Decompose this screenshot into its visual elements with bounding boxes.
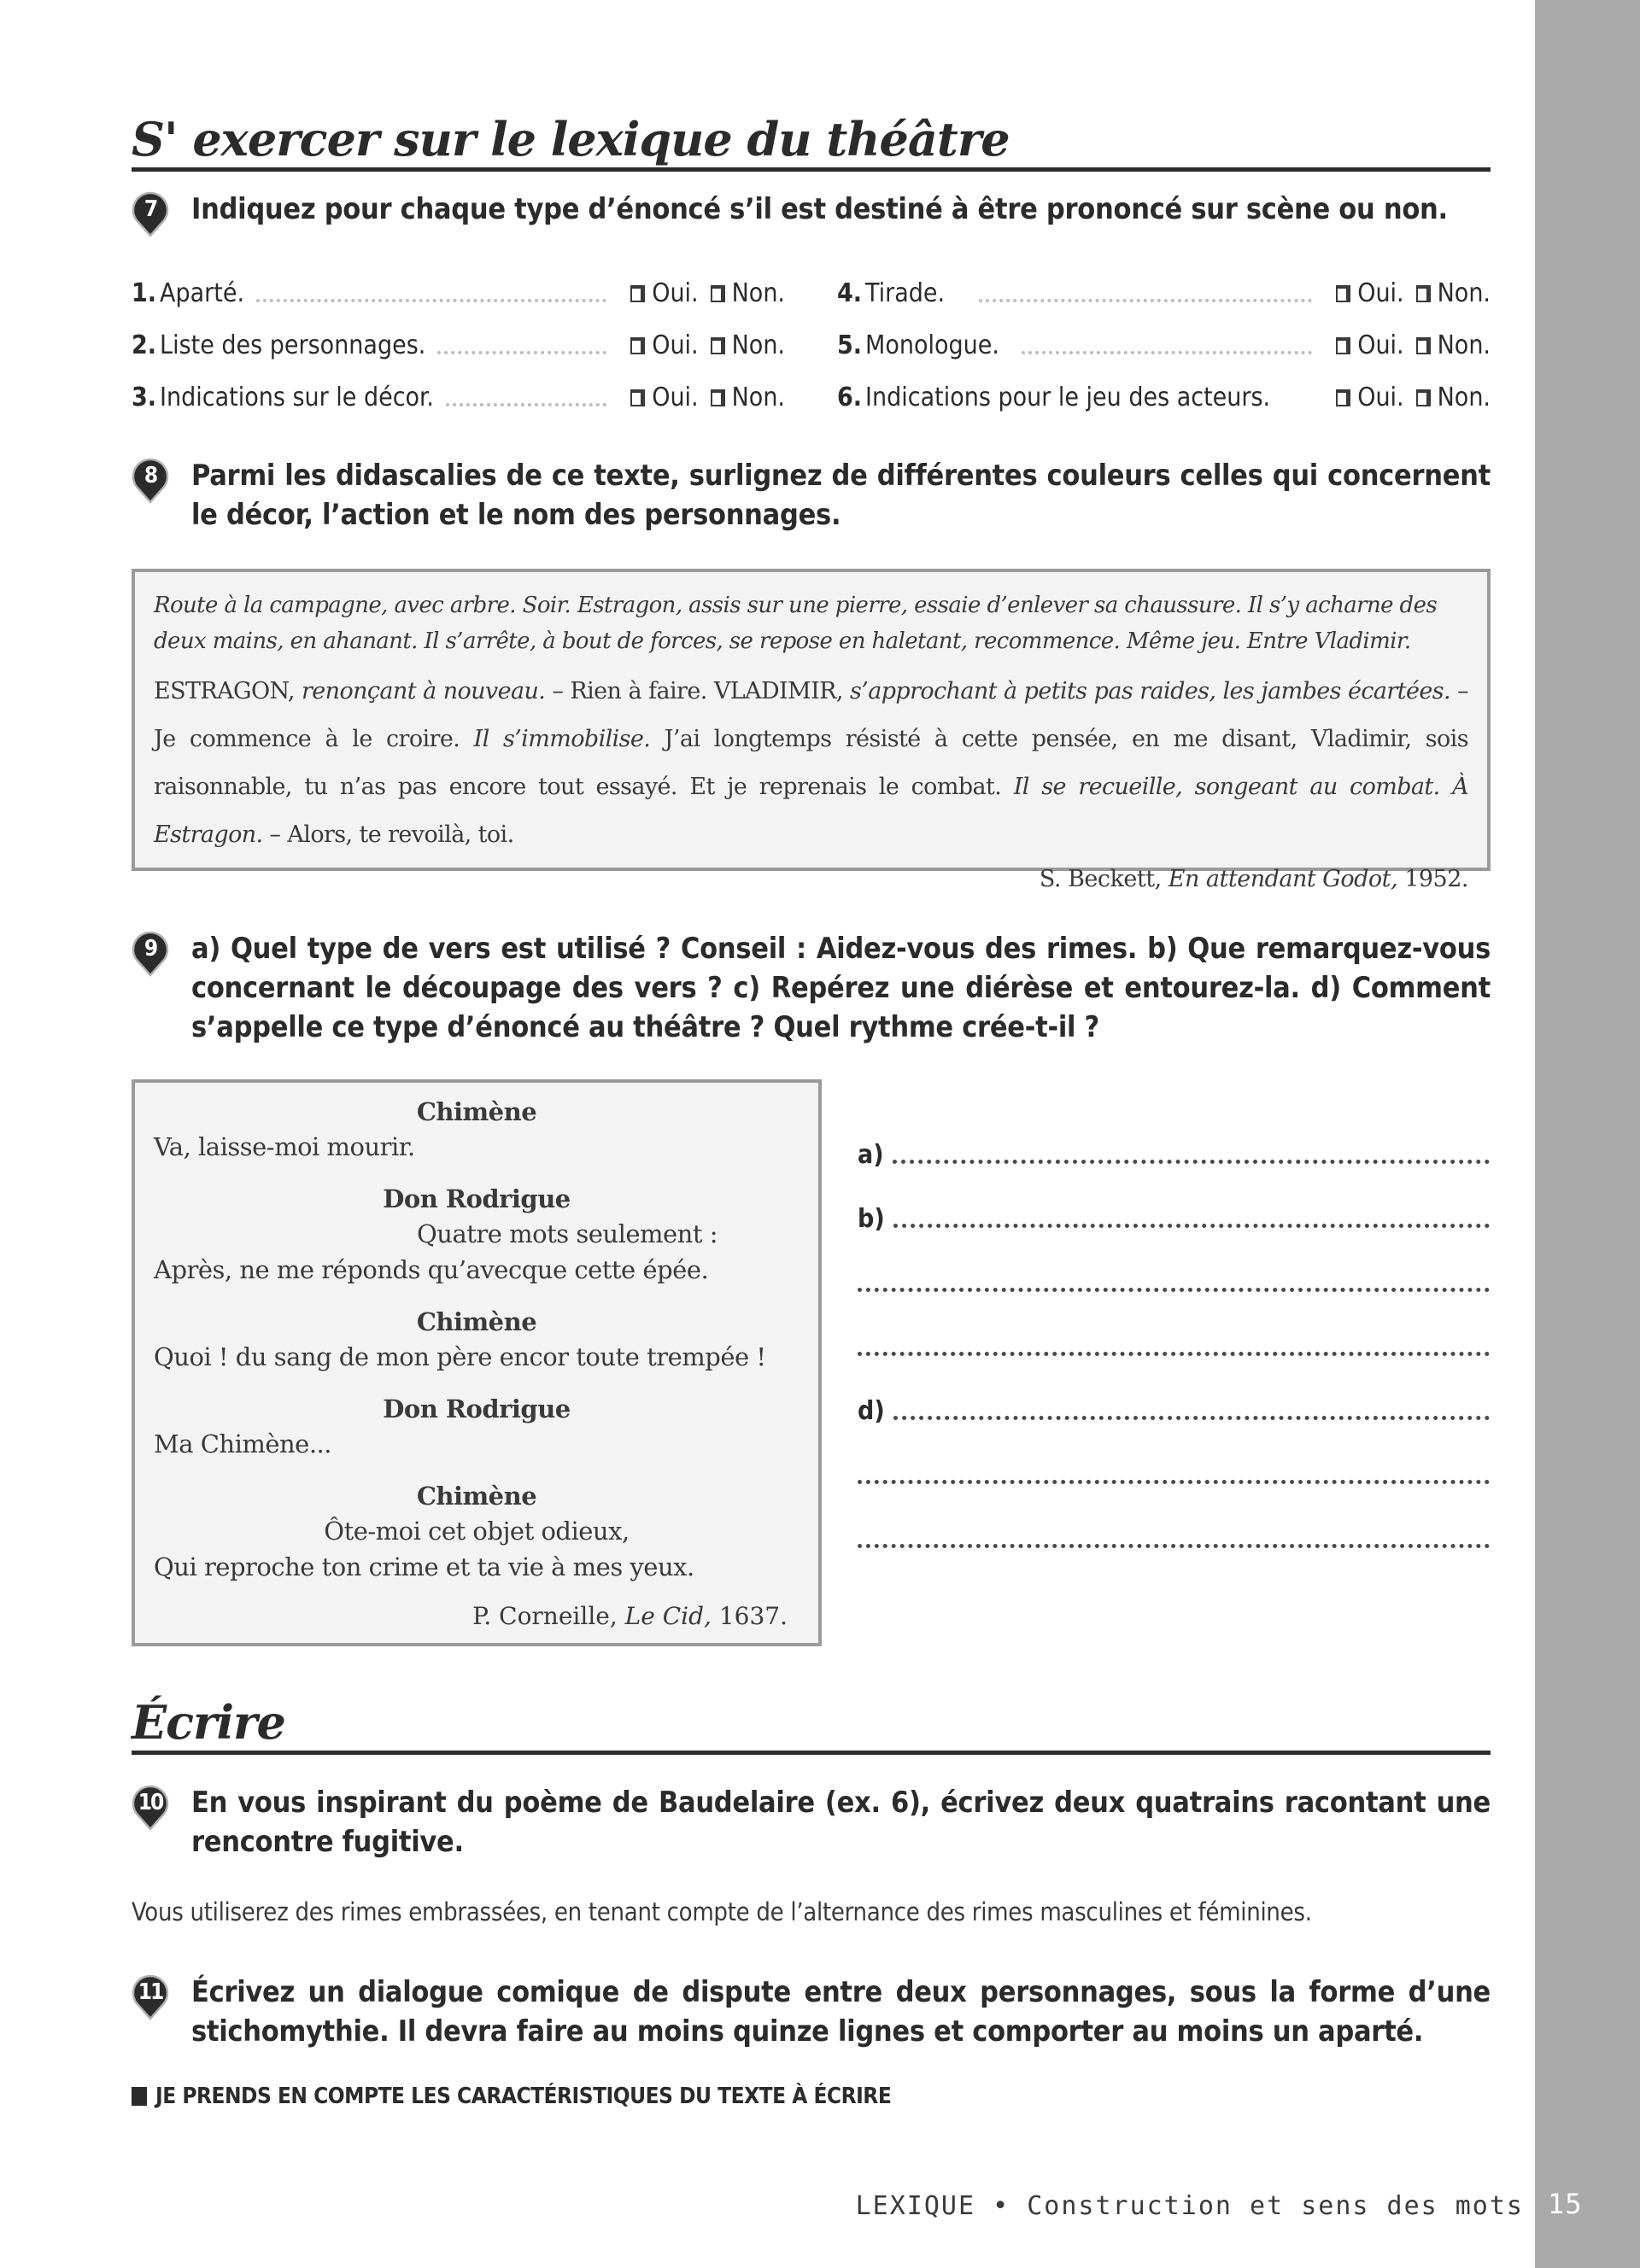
square-bullet-icon [132,2087,147,2106]
verse-line: Quoi ! du sang de mon père encor toute trempée ! [154,1342,766,1371]
choice-oui[interactable]: Oui. [630,330,698,360]
ex7-item [132,383,785,412]
item-number: 6. [837,383,863,412]
speaker-name: Chimène [416,1307,537,1336]
answer-line[interactable] [858,1299,1490,1363]
dotted-leader [979,299,1312,302]
item-number: 2. [132,330,157,360]
verse-line: Quatre mots seulement : [417,1219,718,1248]
choice-oui[interactable]: Oui. [630,383,698,412]
checkbox-icon[interactable] [630,285,645,302]
verse-line: Après, ne me réponds qu’avecque cette épée. [154,1255,709,1284]
checkbox-icon[interactable] [1416,337,1431,354]
choice-non[interactable]: Non. [711,383,785,412]
dotted-leader [1022,351,1312,354]
checkbox-icon[interactable] [711,337,725,354]
stage-direction: Il s’immobilise. [473,726,651,752]
footer-section-label: LEXIQUE • Construction et sens des mots [855,2191,1524,2221]
ex7-item [837,330,1491,360]
section-title-lexique: S' exercer sur le lexique du théâtre [132,116,1491,172]
dotted-answer-field[interactable] [893,1160,1490,1164]
checkbox-icon[interactable] [711,389,725,406]
speaker-name: Don Rodrigue [383,1394,571,1423]
side-margin-strip [1535,0,1640,2268]
answer-line-b[interactable]: b) [858,1171,1490,1235]
exercise-7 [132,190,1491,229]
answer-line[interactable] [858,1235,1490,1299]
speaker-name: Chimène [416,1097,537,1126]
speaker-name: Don Rodrigue [383,1184,571,1213]
dotted-leader [437,351,606,354]
dotted-answer-field[interactable] [858,1352,1490,1356]
item-number: 5. [837,330,863,360]
verse-line: Va, laisse-moi mourir. [154,1132,415,1161]
verse-line: Ôte-moi cet objet odieux, [324,1517,630,1546]
exercise-instruction: Parmi les didascalies de ce texte, surlignez de différentes couleurs celles qui concernent le décor, l’action et le nom des personnages. [191,459,1491,532]
badge-number: 7 [144,196,157,222]
checkbox-icon[interactable] [630,389,645,406]
choice-oui[interactable]: Oui. [1336,330,1403,360]
exercise-number-badge [132,931,169,977]
exercise-8 [132,456,1491,535]
badge-number: 9 [144,936,157,962]
text-segment: – Rien à faire. VLADIMIR, [545,678,851,704]
dotted-answer-field[interactable] [858,1288,1490,1292]
answer-line[interactable] [858,1427,1490,1491]
exercise-instruction: Écrivez un dialogue comique de dispute entre deux personnages, sous la forme d’une stichomythie. Il devra faire au moins quinze lignes et comporter au moins un aparté. [191,1975,1491,2049]
checkbox-icon[interactable] [1336,337,1350,354]
checkbox-icon[interactable] [1416,285,1431,302]
exercise-7-items [132,267,1491,424]
choice-oui[interactable]: Oui. [1336,278,1403,308]
text-segment: – Je commence à le croire. [154,678,1468,752]
checkbox-icon[interactable] [1336,285,1350,302]
item-label: Aparté. [160,278,245,308]
page-number: 15 [1548,2188,1583,2220]
verse-line: Qui reproche ton crime et ta vie à mes yeux. [154,1552,694,1581]
item-number: 3. [132,383,157,412]
checkbox-icon[interactable] [1416,389,1431,406]
exercise-number-badge [132,458,169,504]
source-citation: S. Beckett, En attendant Godot, 1952. [1039,866,1468,892]
answer-line-d[interactable]: d) [858,1363,1490,1427]
ex7-item [132,278,785,308]
item-label: Indications sur le décor. [160,383,434,412]
verse-line: Ma Chimène... [154,1429,331,1458]
choice-oui[interactable]: Oui. [630,278,698,308]
choice-non[interactable]: Non. [711,278,785,308]
dotted-answer-field[interactable] [858,1480,1490,1484]
badge-number: 8 [144,463,157,488]
dotted-leader [446,403,606,406]
text-segment: – Alors, te revoilà, toi. [262,821,514,848]
item-label: Monologue. [865,330,999,360]
checkbox-icon[interactable] [630,337,645,354]
exercise-number-badge [132,1974,169,2020]
dotted-answer-field[interactable] [858,1544,1490,1548]
checkbox-icon[interactable] [1336,389,1350,406]
exercise-instruction: a) Quel type de vers est utilisé ? Conseil : Aidez-vous des rimes. b) Que remarquez-vous concernant le découpage des vers ? c) Repérez une diérèse et entourez-la. d) Comment s’appelle ce type d’énoncé au théâtre ? Quel rythme crée-t-il ? [191,932,1491,1044]
exercise-10 [132,1783,1491,1862]
exercise-number-badge [132,1785,169,1831]
source-citation: P. Corneille, Le Cid, 1637. [472,1602,788,1630]
badge-number: 10 [138,1790,163,1815]
badge-number: 11 [138,1979,163,2005]
exercise-9 [132,929,1491,1047]
item-label: Tirade. [865,278,946,308]
corneille-excerpt-box [132,1079,822,1646]
ex7-item [132,330,785,360]
section-title-ecrire: Écrire [132,1699,1491,1755]
beckett-excerpt-box [132,569,1491,892]
text-segment: J’ai longtemps résisté à cette pensée, en me disant, Vladimir, sois raisonnable, tu n’as pas encore tout essayé. Et je reprenais le combat. [154,726,1468,800]
ex7-item [837,278,1491,308]
dialogue-paragraph [154,668,1468,859]
exercise-instruction: En vous inspirant du poème de Baudelaire (ex. 6), écrivez deux quatrains racontant une rencontre fugitive. [191,1786,1491,1859]
answer-lines [858,1107,1490,1555]
exercise-11 [132,1973,1491,2051]
exercise-10-hint: Vous utiliserez des rimes embrassées, en tenant compte de l’alternance des rimes masculines et féminines. [132,1897,1312,1926]
ex7-item [837,383,1491,412]
choice-non[interactable]: Non. [1416,383,1491,412]
dotted-answer-field[interactable] [893,1224,1490,1228]
choice-non[interactable]: Non. [1416,330,1491,360]
item-number: 1. [132,278,157,308]
checkbox-icon[interactable] [711,285,725,302]
stage-direction: Il se recueille, songeant au combat. À Estragon. [154,774,1468,848]
answer-line-a[interactable]: a) [858,1107,1490,1171]
dotted-answer-field[interactable] [893,1416,1490,1420]
choice-oui[interactable]: Oui. [1336,383,1403,412]
item-label: Indications pour le jeu des acteurs. [865,383,1271,412]
item-number: 4. [837,278,863,308]
speaker-name: Chimène [416,1482,537,1511]
exercise-instruction: Indiquez pour chaque type d’énoncé s’il est destiné à être prononcé sur scène ou non. [191,192,1448,226]
item-label: Liste des personnages. [160,330,426,360]
exercise-number-badge [132,191,169,237]
dotted-leader [256,299,606,302]
answer-line[interactable] [858,1491,1490,1555]
choice-non[interactable]: Non. [1416,278,1491,308]
opening-stage-direction: Route à la campagne, avec arbre. Soir. Estragon, assis sur une pierre, essaie d’enlever sa chaussure. Il s’y acharne des deux mains, en ahanant. Il s’arrête, à bout de forces, se repose en haletant, recommence. Même jeu. Entre Vladimir. [154,593,1438,654]
stage-direction: s’approchant à petits pas raides, les jambes écartées. [850,678,1450,704]
stage-direction: renonçant à nouveau. [301,678,546,704]
writing-criteria-heading: JE PRENDS EN COMPTE LES CARACTÉRISTIQUES DU TEXTE À ÉCRIRE [132,2084,891,2109]
text-segment: ESTRAGON, [154,678,302,704]
choice-non[interactable]: Non. [711,330,785,360]
